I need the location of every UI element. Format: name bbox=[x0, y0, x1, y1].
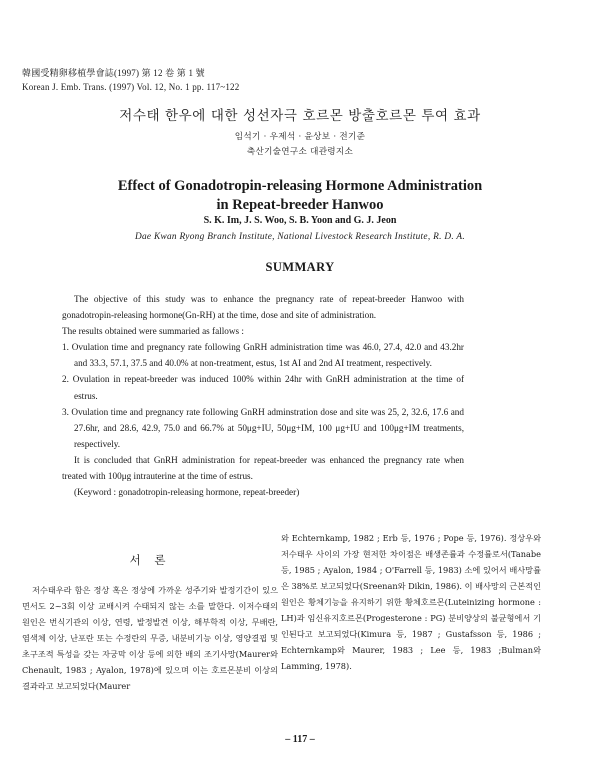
summary-heading: SUMMARY bbox=[265, 260, 335, 274]
affiliation-korean: 축산기술연구소 대관령지소 bbox=[246, 147, 354, 157]
title-english bbox=[0, 177, 600, 215]
summary-intro: The objective of this study was to enhance the pregnancy rate of repeat-breeder Hanwoo with gonadotropin-releasing hormone(Gn-RH) at the time, dose and site of administration. bbox=[62, 294, 464, 321]
journal-header bbox=[22, 66, 239, 94]
right-column bbox=[281, 530, 541, 674]
summary-conclusion: It is concluded that GnRH administration for repeat-breeder was enhanced the pregnancy rate when treated with 100μg intrauterine at the time of estrus. bbox=[62, 454, 464, 482]
introduction-heading: 서 론 bbox=[129, 553, 171, 567]
summary-section bbox=[62, 291, 464, 500]
title-korean: 저수태 한우에 대한 성선자극 호르몬 방출호르몬 투여 효과 bbox=[119, 108, 481, 124]
left-column bbox=[22, 534, 278, 694]
title-english-line1: Effect of Gonadotropin-releasing Hormone Administration bbox=[117, 178, 483, 194]
summary-item-1: 1. Ovulation time and pregnancy rate following GnRH administration time was 46.0, 27.4, 42.0 and 43.2hr and 33.3, 57.1, 37.5 and 40.0% at non-treatment, estus, 1st AI and 2nd AI treatment, respectively. bbox=[62, 342, 464, 369]
summary-keywords: (Keyword : gonadotropin-releasing hormone, repeat-breeder) bbox=[74, 487, 300, 498]
summary-item-3: 3. Ovulation time and pregnancy rate following GnRH adminstration dose and site was 25, 2, 32.6, 17.6 and 27.6hr, and 28.6, 42.9, 75.0 and 66.7% at 50μg+IU, 50μg+IM, 100 μg+IU and 100μg+IM treatments, respectively. bbox=[62, 406, 464, 449]
summary-results-intro: The results obtained were summaried as fallows : bbox=[62, 326, 244, 337]
journal-citation-en: Korean J. Emb. Trans. (1997) Vol. 12, No. 1 pp. 117~122 bbox=[22, 82, 240, 92]
page-number: – 117 – bbox=[285, 734, 315, 745]
affiliation-english: Dae Kwan Ryong Branch Institute, National Livestock Research Institute, R. D. A. bbox=[134, 232, 466, 242]
journal-citation-kr: 韓國受精卵移植學會誌(1997) 第 12 卷 第 1 號 bbox=[22, 68, 205, 78]
summary-item-2: 2. Ovulation in repeat-breeder was induced 100% within 24hr with GnRH administration at the time of estrus. bbox=[62, 374, 464, 401]
authors-english: S. K. Im, J. S. Woo, S. B. Yoon and G. J. Jeon bbox=[203, 215, 397, 226]
title-english-line2: in Repeat-breeder Hanwoo bbox=[216, 197, 384, 213]
right-column-text: 와 Echternkamp, 1982 ; Erb 등, 1976 ; Pope 등, 1976). 정상우와 저수태우 사이의 가장 현저한 차이점은 배생존률과 수정률로서(Tanabe 등, 1985 ; Ayalon, 1984 ; O'Farrell 등, 1983) 소에 있어서 배사망률은 38%로 보고되었다(Sreenan와 Dikin, 1986). 이 배사망의 근본적인 원인은 황체기능을 유지하기 위한 황체호르몬(Luteinizing hormone : LH)과 임신유지호르몬(Progesterone : PG) 분비양상의 불균형에서 기인된다고 보고되었다(Kimura 등, 1987 ; Gustafsson 등, 1986 ; Echternkamp와 Maurer, 1983 ; Lee 등, 1983 ;Bulman와 Lamming, 1978). bbox=[281, 533, 541, 671]
left-column-text: 저수태우라 함은 정상 혹은 정상에 가까운 성주기와 발정기간이 있으면서도 2~3회 이상 교배시켜 수태되지 않는 소를 말한다. 이저수태의 원인은 번식기관의 이상, 연령, 발정발견 이상, 해부학적 이상, 무배란, 염색체 이상, 난포란 또는 수정란의 무증, 내분비기능 이상, 영양결핍 및 초구조적 특성을 갖는 자궁막 이상 등에 의한 배의 조기사망(Maurer와 Chenault, 1983 ; Ayalon, 1978)에 있으며 이는 호르몬분비 이상의 결과라고 보고되었다(Maurer bbox=[22, 585, 278, 691]
authors-korean: 임석기 · 우제석 · 윤상보 · 전기준 bbox=[234, 132, 366, 142]
